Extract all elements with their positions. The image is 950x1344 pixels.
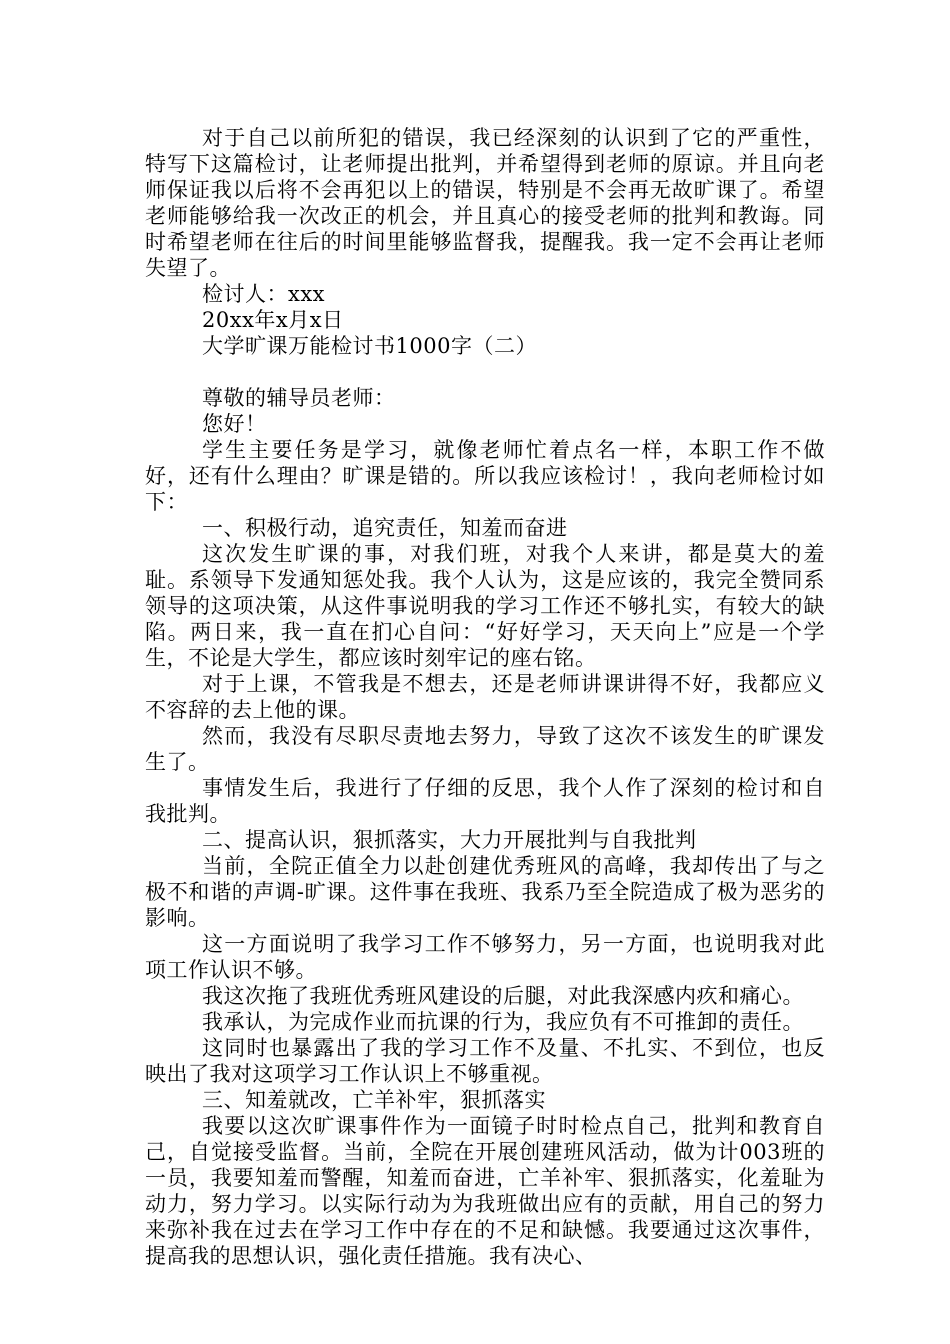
paragraph: 我这次拖了我班优秀班风建设的后腿，对此我深感内疚和痛心。 (202, 984, 804, 1008)
section-title: 大学旷课万能检讨书1000字（二） (202, 334, 537, 358)
signature-line: 检讨人：xxx (202, 282, 326, 306)
paragraph: 这次发生旷课的事，对我们班，对我个人来讲，都是莫大的羞耻。系领导下发通知惩处我。我个人认为，这是应该的，我完全赞同系领导的这项决策，从这件事说明我的学习工作还不够扎实，有较大的缺陷。两日来，我一直在扪心自问：“好好学习，天天向上”应是一个学生，不论是大学生，都应该时刻牢记的座右铭。 (145, 542, 825, 670)
paragraph: 当前，全院正值全力以赴创建优秀班风的高峰，我却传出了与之极不和谐的声调-旷课。这件事在我班、我系乃至全院造成了极为恶劣的影响。 (145, 854, 825, 930)
paragraph: 这同时也暴露出了我的学习工作不及量、不扎实、不到位，也反映出了我对这项学习工作认识上不够重视。 (145, 1036, 825, 1086)
salutation: 尊敬的辅导员老师： (202, 386, 396, 410)
blank-line (145, 359, 825, 385)
paragraph: 对于自己以前所犯的错误，我已经深刻的认识到了它的严重性，特写下这篇检讨，让老师提出批判，并希望得到老师的原谅。并且向老师保证我以后将不会再犯以上的错误，特别是不会再无故旷课了。希望老师能够给我一次改正的机会，并且真心的接受老师的批判和教诲。同时希望老师在往后的时间里能够监督我，提醒我。我一定不会再让老师失望了。 (145, 126, 825, 280)
paragraph: 对于上课，不管我是不想去，还是老师讲课讲得不好，我都应义不容辞的去上他的课。 (145, 672, 825, 722)
greeting: 您好！ (202, 412, 267, 436)
date-line: 20xx年x月x日 (202, 308, 344, 332)
heading-1: 一、积极行动，追究责任，知羞而奋进 (202, 516, 568, 540)
heading-2: 二、提高认识，狠抓落实，大力开展批判与自我批判 (202, 828, 697, 852)
document-body (145, 125, 825, 1269)
paragraph: 然而，我没有尽职尽责地去努力，导致了这次不该发生的旷课发生了。 (145, 724, 825, 774)
heading-3: 三、知羞就改，亡羊补牢，狠抓落实 (202, 1088, 546, 1112)
paragraph: 学生主要任务是学习，就像老师忙着点名一样，本职工作不做好，还有什么理由？旷课是错的。所以我应该检讨！，我向老师检讨如下： (145, 438, 825, 514)
paragraph: 我承认，为完成作业而抗课的行为，我应负有不可推卸的责任。 (202, 1010, 804, 1034)
paragraph: 这一方面说明了我学习工作不够努力，另一方面，也说明我对此项工作认识不够。 (145, 932, 825, 982)
paragraph: 我要以这次旷课事件作为一面镜子时时检点自己，批判和教育自己，自觉接受监督。当前，全院在开展创建班风活动，做为计003班的一员，我要知羞而警醒，知羞而奋进，亡羊补牢、狠抓落实，化羞耻为动力，努力学习。以实际行动为为我班做出应有的贡献，用自己的努力来弥补我在过去在学习工作中存在的不足和缺憾。我要通过这次事件，提高我的思想认识，强化责任措施。我有决心、 (145, 1114, 825, 1268)
paragraph: 事情发生后，我进行了仔细的反思，我个人作了深刻的检讨和自我批判。 (145, 776, 825, 826)
